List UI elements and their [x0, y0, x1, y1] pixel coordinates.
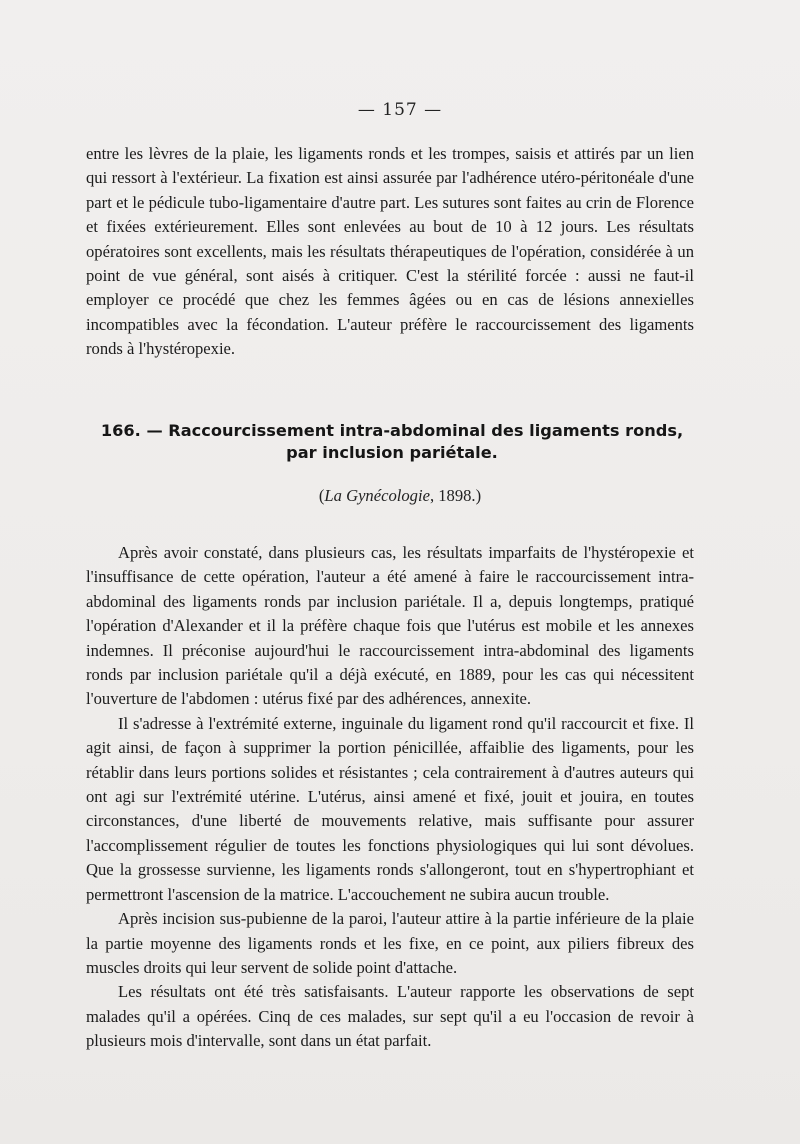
section-title-line-1: Raccourcissement intra-abdominal des ligaments ronds, [168, 421, 684, 440]
citation-rest: , 1898.) [429, 486, 482, 505]
section-dash: — [146, 421, 163, 440]
section-title-line-2: par inclusion pariétale. [286, 443, 498, 462]
body-paragraph-4: Les résultats ont été très satisfaisants. L'auteur rapporte les observations de sept malades qu'il a opérées. Cinq de ces malades, sur sept qu'il a eu l'occasion de revoir à plusieurs mois d'intervalle, sont dans un état parfait. [86, 982, 694, 1051]
body-paragraph-3: Après incision sus-pubienne de la paroi, l'auteur attire à la partie inférieure de la plaie la partie moyenne des ligaments ronds et les fixe, en ce point, aux piliers fibreux des muscles droits qui leur servent de solide point d'attache. [86, 909, 694, 977]
citation-open: ( [318, 486, 325, 505]
page-number: — 157 — [357, 100, 443, 120]
intro-paragraph-text: entre les lèvres de la plaie, les ligaments ronds et les trompes, saisis et attirés par un lien qui ressort à l'extérieur. La fixation est ainsi assurée par l'adhérence utéro-péritonéale d'une part et le pédicule tubo-ligamentaire d'autre part. Les sutures sont faites au crin de Florence et fixées extérieurement. Elles sont enlevées au bout de 10 à 12 jours. Les résultats opératoires sont excellents, mais les résultats thérapeutiques de l'opération, considérée à un point de vue général, sont aisés à critiquer. C'est la stérilité forcée : aussi ne faut-il employer ce procédé que chez les femmes âgées ou en cas de lésions annexielles incompatibles avec la fécondation. L'auteur préfère le raccourcissement des ligaments ronds à l'hystéropexie. [86, 144, 694, 359]
body-paragraph-1: Après avoir constaté, dans plusieurs cas, les résultats imparfaits de l'hystéropexie et l'insuffisance de cette opération, l'auteur a été amené à faire le raccourcissement intra-abdominal des ligaments ronds par inclusion pariétale. Il a, depuis longtemps, pratiqué l'opération d'Alexander et il la préfère chaque fois que l'utérus est mobile et les annexes indemnes. Il préconise aujourd'hui le raccourcissement intra-abdominal des ligaments ronds par inclusion pariétale qu'il a déjà exécuté, en 1889, pour les cas qui nécessitent l'ouverture de l'abdomen : utérus fixé par des adhérences, annexite. [86, 543, 694, 709]
citation-journal: La Gynécologie [324, 486, 430, 505]
section-heading [86, 420, 698, 464]
section-number: 166. [100, 421, 141, 440]
citation [0, 486, 800, 506]
body-text [86, 541, 694, 1054]
body-paragraph-2: Il s'adresse à l'extrémité externe, inguinale du ligament rond qu'il raccourcit et fixe. Il agit ainsi, de façon à supprimer la portion pénicillée, affaiblie des ligaments, pour les rétablir dans leurs portions solides et résistantes ; cela contrairement à d'autres auteurs qui ont agi sur l'extrémité utérine. L'utérus, ainsi amené et fixé, jouit et jouira, en toutes circonstances, d'une liberté de mouvements relative, mais suffisante pour assurer l'accomplissement régulier de toutes les fonctions physiologiques qui lui sont dévolues. Que la grossesse survienne, les ligaments ronds s'allongeront, tout en s'hypertrophiant et permettront l'ascension de la matrice. L'accouchement ne subira aucun trouble. [86, 713, 694, 904]
section-heading-line-1 [86, 420, 698, 442]
intro-paragraph [86, 142, 694, 362]
